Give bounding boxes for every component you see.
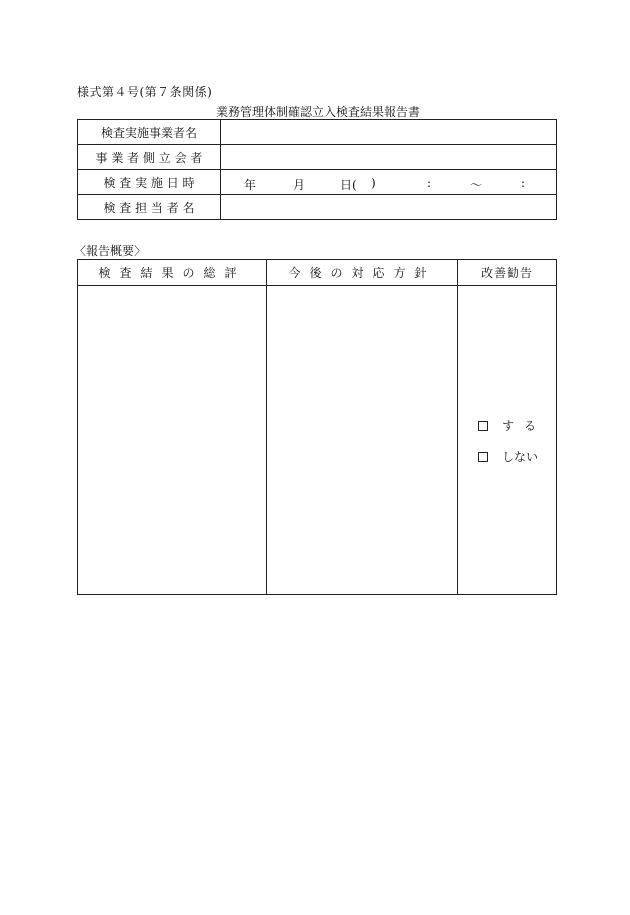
range-tilde: ～ (470, 178, 483, 192)
header-future-policy: 今後の対応方針 (267, 260, 458, 286)
row-label-inspector-name: 検 査 担 当 者 名 (78, 195, 221, 220)
end-time-colon: : (521, 176, 526, 190)
table-row (78, 120, 557, 145)
table-row (78, 170, 557, 195)
future-policy-field[interactable] (267, 286, 458, 595)
option-yes-label: する (502, 419, 547, 433)
header-improvement-recommendation: 改善勧告 (458, 260, 557, 286)
table-row (78, 260, 557, 286)
inspected-business-field[interactable] (221, 120, 557, 145)
option-no[interactable] (478, 448, 538, 465)
inspector-name-field[interactable] (221, 195, 557, 220)
table-row (78, 195, 557, 220)
checkbox-icon[interactable] (478, 421, 488, 431)
inspection-datetime-field[interactable] (221, 170, 557, 195)
start-time-colon: : (427, 176, 432, 190)
document-title: 業務管理体制確認立入検査結果報告書 (215, 105, 420, 119)
row-label-inspection-datetime: 検 査 実 施 日 時 (78, 170, 221, 195)
business-attendee-field[interactable] (221, 145, 557, 170)
day-open-label: 日( (340, 178, 357, 192)
option-no-label: しない (502, 450, 539, 464)
year-label: 年 (244, 178, 257, 192)
form-number-label: 様式第４号(第７条関係) (77, 85, 213, 99)
report-summary-label: 〈報告概要〉 (74, 244, 147, 258)
table-row (78, 145, 557, 170)
table-row (78, 286, 557, 595)
inspection-info-table (77, 119, 557, 220)
day-close-label: ) (371, 176, 376, 190)
overall-evaluation-field[interactable] (78, 286, 267, 595)
month-label: 月 (293, 178, 306, 192)
option-yes[interactable] (478, 417, 546, 434)
checkbox-icon[interactable] (478, 452, 488, 462)
row-label-business-attendee: 事 業 者 側 立 会 者 (78, 145, 221, 170)
improvement-recommendation-cell (458, 286, 557, 595)
header-overall-evaluation: 検査結果の総評 (78, 260, 267, 286)
row-label-inspected-business: 検査実施事業者名 (78, 120, 221, 145)
